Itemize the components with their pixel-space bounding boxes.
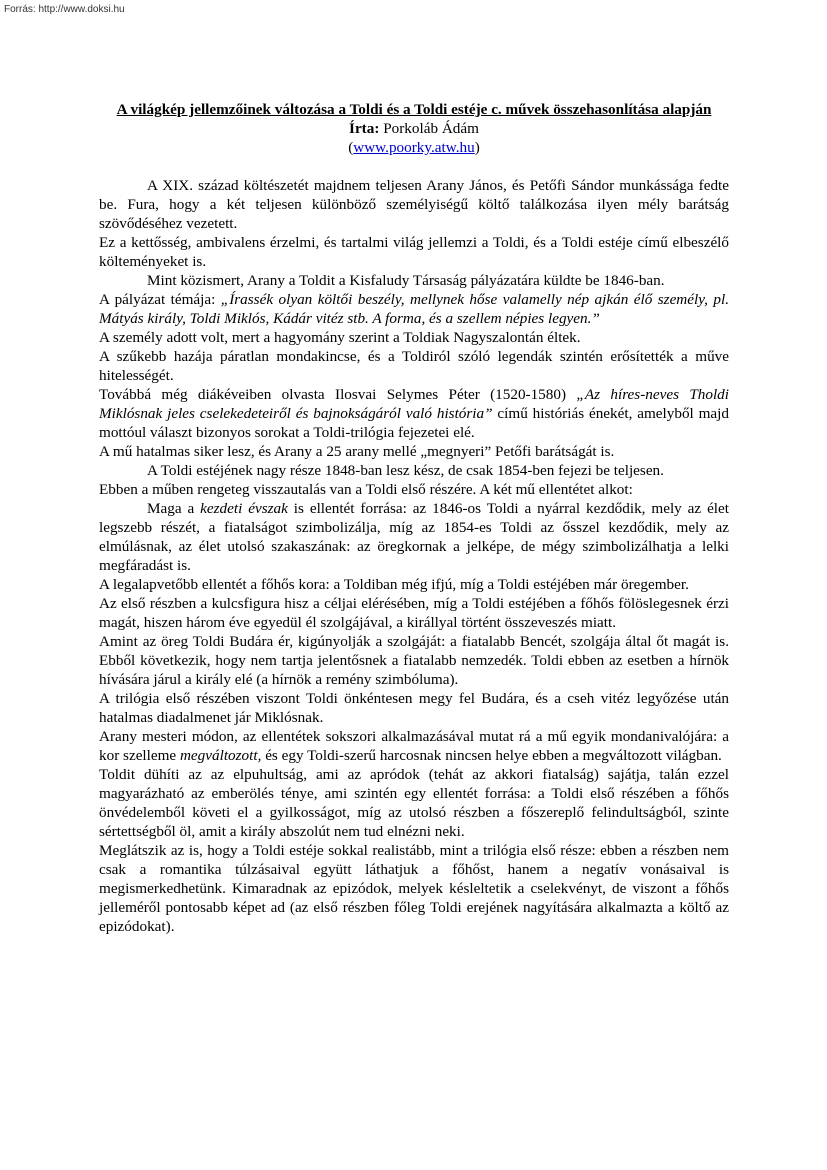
source-note: Forrás: http://www.doksi.hu (4, 4, 125, 15)
italic-phrase: kezdeti évszak (200, 500, 288, 517)
paragraph (99, 290, 729, 328)
text-run: Arany mesteri módon, az ellentétek sokszori alkalmazásával mutat rá a mű egyik mondanivalójára: a kor szelleme (99, 728, 729, 764)
author-line (99, 119, 729, 138)
paren-close: ) (474, 139, 480, 156)
paragraph: Meglátszik az is, hogy a Toldi estéje sokkal realistább, mint a trilógia első része: ebben a részben nem csak a romantika túlzásaival együtt láthatjuk a főhőst, hanem a negatív vonásaival is megismerkedhetünk. Kimaradnak az epizódok, melyek késleltetik a cselekvényt, de viszont a főhős jelleméről pontosabb képet ad (az első részben főleg Toldi erejének nagyítására alkalmazta a költő az epizódokat). (99, 842, 729, 935)
text-run: is ellentét forrása: az 1846-os Toldi a nyárral kezdődik, mely az élet legszebb részét, a fiatalságot szimbolizálja, míg az 1854-es Toldi az ősszel kezdődik, mely az elmúlásnak, az élet utolsó szakaszának: az öregkornak a jelképe, de mégy szimbolizálhatja a lelki megfáradást is. (99, 500, 729, 574)
paragraph: Az első részben a kulcsfigura hisz a céljai elérésében, míg a Toldi estéjében a főhős fölöslegesnek érzi magát, hiszen három éve egyedül él szolgájával, a királlyal történt összeveszés miatt. (99, 595, 729, 631)
paragraph: Ez a kettősség, ambivalens érzelmi, és tartalmi világ jellemzi a Toldi, és a Toldi estéje című elbeszélő költeményeket is. (99, 234, 729, 270)
document-title: A világkép jellemzőinek változása a Toldi és a Toldi estéje c. művek összehasonlítása alapján (116, 101, 712, 118)
italic-title: „Az híres-neves Tholdi Miklósnak jeles cselekedeteiről és bajnokságáról való história” (99, 386, 729, 422)
italic-quote: „Írassék olyan költői beszély, mellynek hőse valamelly nép ajkán élő személy, pl. Mátyás király, Toldi Miklós, Kádár vitéz stb. A forma, és a szellem népies legyen.” (99, 291, 729, 327)
author-name: Porkoláb Ádám (383, 120, 479, 137)
text-run: Maga a (147, 500, 201, 517)
document-page (99, 100, 729, 936)
italic-phrase: megváltozott, (179, 747, 262, 764)
text-run: és egy Toldi-szerű harcosnak nincsen helye ebben a megváltozott világban. (261, 747, 722, 764)
paragraph: A szűkebb hazája páratlan mondakincse, és a Toldiról szóló legendák szintén erősítették a műve hitelességét. (99, 348, 729, 384)
paragraph: A XIX. század költészetét majdnem teljesen Arany János, és Petőfi Sándor munkássága fedte be. Fura, hogy a két teljesen különböző személyiségű költő találkozása ilyen mély barátság szövődéséhez vezetett. (99, 177, 729, 232)
author-website-link[interactable]: www.poorky.atw.hu (353, 139, 475, 156)
paragraph (99, 499, 729, 575)
paragraph: A személy adott volt, mert a hagyomány szerint a Toldiak Nagyszalontán éltek. (99, 329, 581, 346)
text-run: című históriás énekét, amelyből majd mottóul választ bizonyos sorokat a Toldi-trilógia fejezetei elé. (99, 405, 729, 441)
paragraph: A legalapvetőbb ellentét a főhős kora: a Toldiban még ifjú, míg a Toldi estéjében már öregember. (99, 576, 689, 593)
author-label: Írta: (349, 120, 380, 137)
paren-open: ( (348, 139, 354, 156)
paragraph: A mű hatalmas siker lesz, és Arany a 25 arany mellé „megnyeri” Petőfi barátságát is. (99, 443, 615, 460)
paragraph: Mint közismert, Arany a Toldit a Kisfaludy Társaság pályázatára küldte be 1846-ban. (147, 272, 665, 289)
paragraph: Amint az öreg Toldi Budára ér, kigúnyolják a szolgáját: a fiatalabb Bencét, szolgája által őt magát is. Ebből következik, hogy nem tartja jelentősnek a fiatalabb nemzedék. Toldi ebben az esetben a hírnök hívására járul a király elé (a hírnök a remény szimbóluma). (99, 633, 729, 688)
paragraph (99, 385, 729, 442)
paragraph: A Toldi estéjének nagy része 1848-ban lesz kész, de csak 1854-ben fejezi be teljesen. (147, 462, 664, 479)
paragraph: Ebben a műben rengeteg visszautalás van a Toldi első részére. A két mű ellentétet alkot: (99, 481, 633, 498)
text-run: A pályázat témája: (99, 291, 221, 308)
paragraph: Toldit dühíti az az elpuhultság, ami az apródok (tehát az akkori fiatalság) sajátja, talán ezzel magyarázható az emberölés ténye, ami szintén egy ellentét forrása: a Toldi első részében a főhős önvédelemből követi el a gyilkosságot, míg az utolsó részben a főszereplő felindultságból, szinte sértettségből öl, amit a király abszolút nem tud elnézni neki. (99, 766, 729, 840)
paragraph (99, 727, 729, 765)
text-run: Továbbá még diákéveiben olvasta Ilosvai Selymes Péter (1520-1580) (99, 386, 577, 403)
url-line (99, 138, 729, 157)
paragraph: A trilógia első részében viszont Toldi önkéntesen megy fel Budára, és a cseh vitéz legyőzése után hatalmas diadalmenet jár Miklósnak. (99, 690, 729, 726)
